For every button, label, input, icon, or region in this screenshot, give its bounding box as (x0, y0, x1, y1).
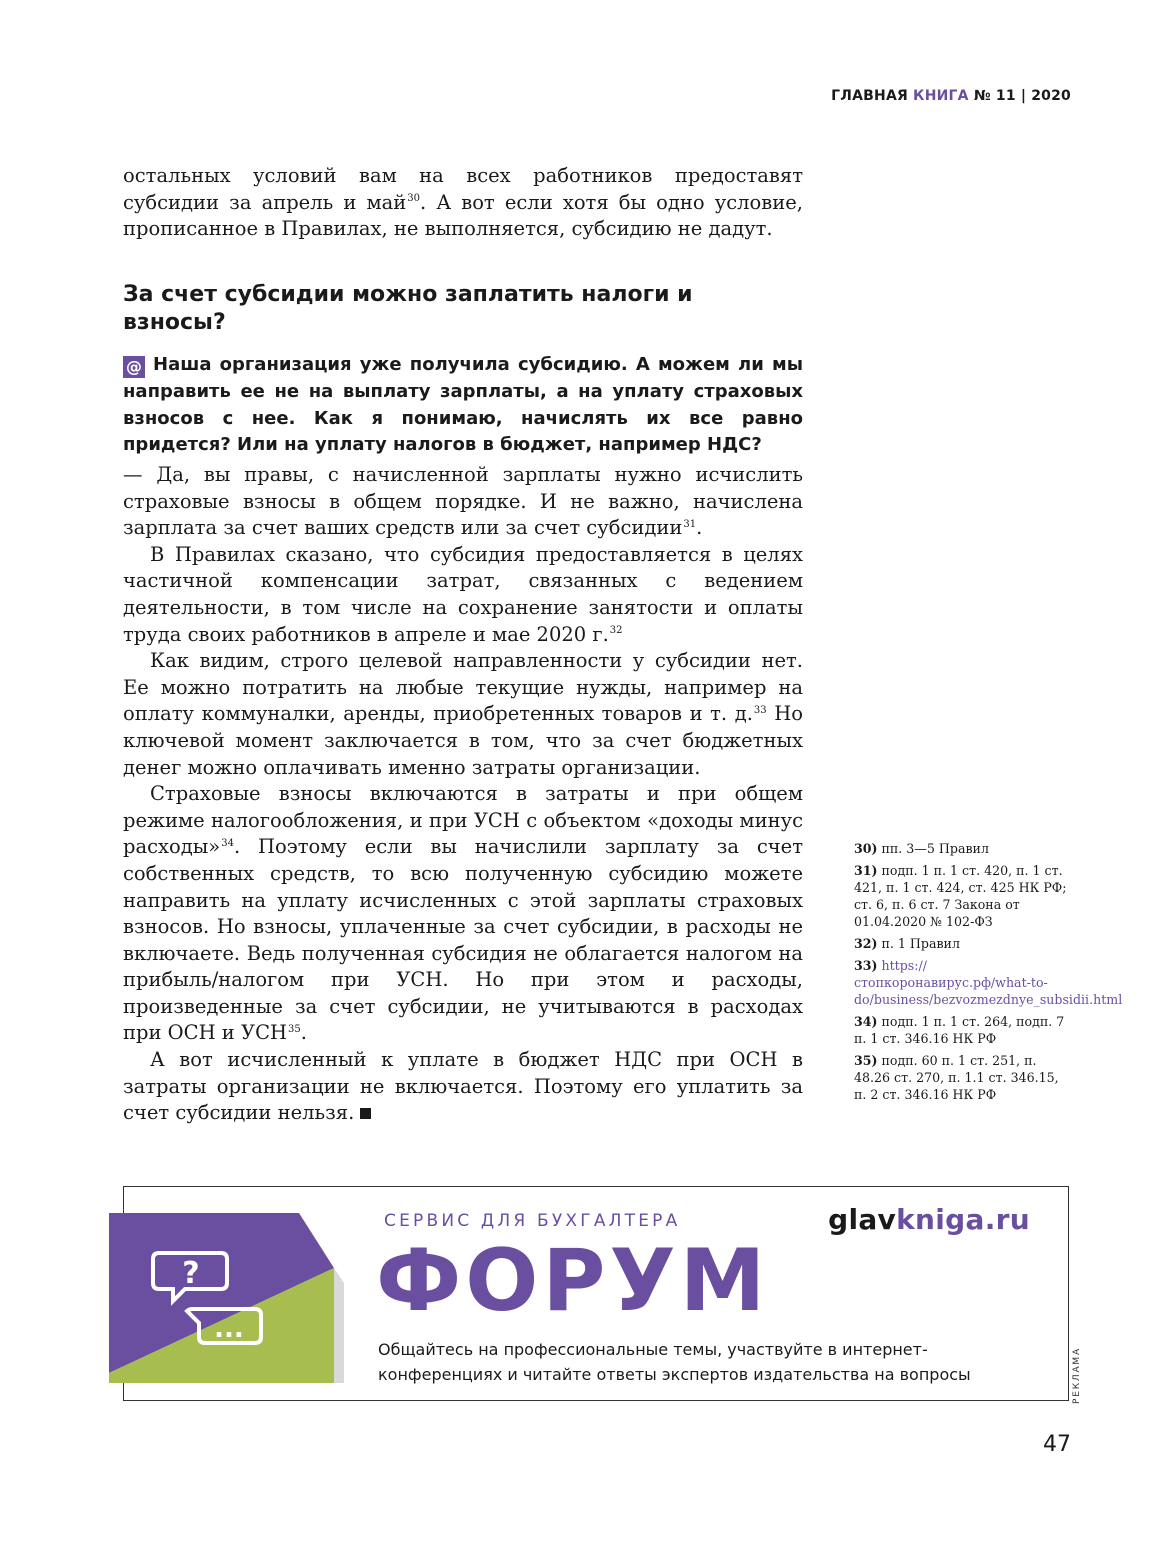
section-heading: За счет субсидии можно заплатить налоги и взносы? (123, 282, 693, 335)
at-sign-icon: @ (123, 356, 145, 378)
end-mark-icon (360, 1108, 371, 1119)
running-header (831, 88, 1071, 104)
question-text: Наша организация уже получила субсидию. А можем ли мы направить ее не на выплату зарплаты, а на уплату страховых взносов с нее. Как я понимаю, начислять их все равно придется? Или на уплату налогов в бюджет, например НДС? (123, 354, 803, 456)
footnote-30: 30) пп. 3—5 Правил (854, 841, 989, 856)
svg-text:...: ... (214, 1314, 244, 1344)
page-number: 47 (1043, 1432, 1071, 1457)
footnote-ref-31[interactable]: 31 (683, 518, 697, 530)
footnote-ref-33[interactable]: 33 (753, 704, 767, 716)
footnote-ref-30[interactable]: 30 (407, 193, 420, 205)
answer-paragraph-5: А вот исчисленный к уплате в бюджет НДС при ОСН в затраты организации не включается. Поэтому его уплатить за счет субсидии нельзя. (123, 1048, 803, 1125)
brand-part-2: КНИГА (913, 88, 969, 104)
footnote-ref-32[interactable]: 32 (609, 625, 623, 637)
footnote-34: 34) подп. 1 п. 1 ст. 264, подп. 7 п. 1 ст. 346.16 НК РФ (854, 1014, 1065, 1046)
brand-part-1: ГЛАВНАЯ (831, 88, 908, 104)
forum-banner-art (109, 1213, 349, 1383)
footnote-32: 32) п. 1 Правил (854, 936, 960, 951)
answer-paragraph-4: Страховые взносы включаются в затраты и при общем режиме налогообложения, и при УСН с объектом «доходы минус расходы»$^{34}$. Поэтому если вы начислили зарплату за счет собственных средств, то всю полученную субсидию можете направить на уплату исчисленных с этой зарплаты страховых взносов. Но взносы, уплаченные за счет субсидии, в расходы не включаете. Ведь полученная субсидия не облагается налогом на прибыль/налогом при УСН. Но при этом и расходы, произведенные за счет субсидии, не учитываются в расходах при ОСН и УСН$^{35}$. (123, 782, 803, 1045)
answer-body (123, 462, 803, 1127)
answer-paragraph-2: В Правилах сказано, что субсидия предоставляется в целях частичной компенсации затрат, связанных с ведением деятельности, в том числе на сохранение занятости и оплаты труда своих работников в апреле и мае 2020 г.$^{32}$ (123, 542, 803, 646)
footnote-ref-34[interactable]: 34 (221, 837, 234, 849)
forum-advertisement[interactable] (123, 1186, 1069, 1401)
ad-kicker: СЕРВИС ДЛЯ БУХГАЛТЕРА (384, 1211, 681, 1231)
issue-number: № 11 | 2020 (973, 88, 1071, 104)
footnote-35: 35) подп. 60 п. 1 ст. 251, п. 48.26 ст. 270, п. 1.1 ст. 346.15, п. 2 ст. 346.16 НК РФ (854, 1053, 1059, 1102)
ad-title: ФОРУМ (376, 1231, 770, 1331)
ad-label: РЕКЛАМА (1072, 1347, 1082, 1404)
site-link[interactable]: glavkniga.ru (828, 1203, 1030, 1236)
intro-paragraph: остальных условий вам на всех работников предоставят субсидии за апрель и май$^{30}$. А вот если хотя бы одно условие, прописанное в Правилах, не выполняется, субсидию не дадут. (123, 164, 804, 241)
footnote-31: 31) подп. 1 п. 1 ст. 420, п. 1 ст. 421, п. 1 ст. 424, ст. 425 НК РФ; ст. 6, п. 6 ст. 7 Закона от 01.04.2020 № 102-ФЗ (854, 863, 1067, 929)
footnote-33: 33) https://стопкоронавирус.рф/what-to-do/business/bezvozmezdnye_subsidii.html (854, 958, 1123, 1007)
ad-description: Общайтесь на профессиональные темы, участвуйте в интернет-конференциях и читайте ответы экспертов издательства на вопросы (378, 1340, 971, 1384)
footnote-link[interactable]: https://стопкоронавирус.рф/what-to-do/business/bezvozmezdnye_subsidii.html (854, 958, 1123, 1007)
svg-text:?: ? (182, 1256, 200, 1291)
footnote-ref-35[interactable]: 35 (288, 1023, 301, 1035)
answer-paragraph-1: — Да, вы правы, с начисленной зарплаты нужно исчислить страховые взносы в общем порядке. И не важно, начислена зарплата за счет ваших средств или за счет субсидии$^{31}$. (123, 463, 803, 540)
answer-paragraph-3: Как видим, строго целевой направленности у субсидии нет. Ее можно потратить на любые текущие нужды, например на оплату коммуналки, аренды, приобретенных товаров и т. д.$^{33}$ Но ключевой момент заключается в том, что за счет бюджетных денег можно оплачивать именно затраты организации. (123, 649, 803, 779)
footnotes (854, 840, 1123, 1108)
reader-question (123, 352, 803, 459)
